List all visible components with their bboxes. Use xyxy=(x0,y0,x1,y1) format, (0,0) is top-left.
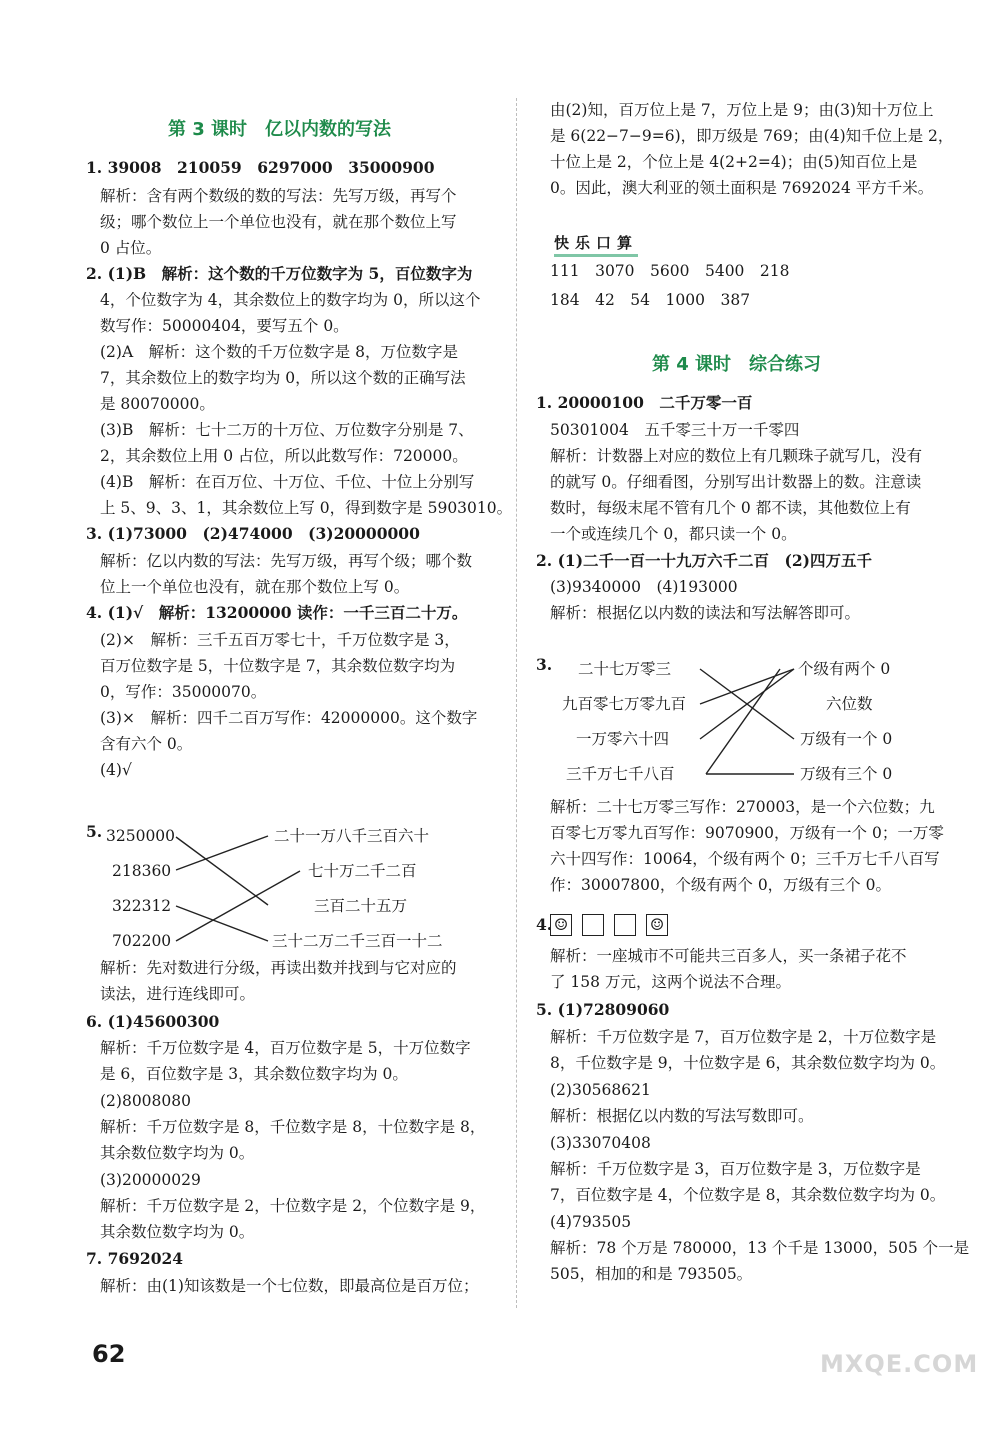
right-text-line: 解析：千万位数字是 7，百万位数字是 2，十万位数字是 xyxy=(550,1028,937,1046)
q3-right-item-2: 六位数 xyxy=(826,695,873,713)
right-text-line: (4)793505 xyxy=(550,1213,632,1231)
q5-left-item-1: 3250000 xyxy=(106,827,176,845)
watermark: MXQE.COM xyxy=(820,1350,979,1378)
left-text-line: 0 占位。 xyxy=(100,239,162,257)
column-divider xyxy=(516,98,517,1308)
left-text-line: 解析：由(1)知该数是一个七位数，即最高位是百万位； xyxy=(100,1277,479,1295)
q3-right-item-4: 万级有三个 0 xyxy=(800,765,893,783)
left-text-line: 6. (1)45600300 xyxy=(86,1012,220,1031)
q5-right-item-1: 二十一万八千三百六十 xyxy=(274,827,430,845)
right-text-line: (3)33070408 xyxy=(550,1134,651,1152)
q4-box-3 xyxy=(614,914,636,936)
q4-box-2 xyxy=(582,914,604,936)
right-text-line: 作：30007800，个级有两个 0，万级有三个 0。 xyxy=(550,876,891,894)
left-text-line: 1. 39008 210059 6297000 35000900 xyxy=(86,158,435,177)
right-text-line: 解析：二十七万零三写作：270003，是一个六位数；九 xyxy=(550,798,935,816)
q5-label: 5. xyxy=(86,822,103,841)
left-text-line: 2. (1)B 解析：这个数的千万位数字为 5，百位数字为 xyxy=(86,264,473,283)
right-text-line: (3)9340000 (4)193000 xyxy=(550,578,738,596)
left-text-line: 2，其余数位上用 0 占位，所以此数写作：720000。 xyxy=(100,447,468,465)
left-text-line: 是 6，百位数字是 3，其余数位数字均为 0。 xyxy=(100,1065,408,1083)
left-text-line: 解析：先对数进行分级，再读出数并找到与它对应的 xyxy=(100,959,457,977)
right-text-line: 505，相加的和是 793505。 xyxy=(550,1265,753,1283)
q4-box-4-smiley-icon: ☺ xyxy=(646,914,668,936)
left-text-line: 其余数位数字均为 0。 xyxy=(100,1223,255,1241)
right-text-line: 111 3070 5600 5400 218 xyxy=(550,262,790,280)
left-text-line: 解析：千万位数字是 4，百万位数字是 5，十万位数字 xyxy=(100,1039,471,1057)
right-text-line: 7，百位数字是 4，个位数字是 8，其余数位数字均为 0。 xyxy=(550,1186,946,1204)
left-text-line: (2)8008080 xyxy=(100,1092,191,1110)
left-text-line: 读法，进行连线即可。 xyxy=(100,985,256,1003)
left-text-line: (4)√ xyxy=(100,761,132,779)
q5-left-item-2: 218360 xyxy=(112,862,172,880)
q4-label: 4. xyxy=(536,915,553,934)
right-text-line: 解析：一座城市不可能共三百多人，买一条裙子花不 xyxy=(550,947,907,965)
right-text-line: 六十四写作：10064，个级有两个 0；三千万七千八百写 xyxy=(550,850,940,868)
left-text-line: 其余数位数字均为 0。 xyxy=(100,1144,255,1162)
left-text-line: 是 80070000。 xyxy=(100,395,215,413)
left-text-line: 7. 7692024 xyxy=(86,1249,184,1268)
left-text-line: 解析：千万位数字是 8，千位数字是 8，十位数字是 8， xyxy=(100,1118,486,1136)
right-text-line: 解析：根据亿以内数的写法写数即可。 xyxy=(550,1107,814,1125)
right-text-line: 是 6(22−7−9=6)，即万级是 769；由(4)知千位上是 2， xyxy=(550,127,954,145)
q5-right-item-4: 三十二万二千三百一十二 xyxy=(272,932,443,950)
right-text-line: 十位上是 2，个位上是 4(2+2=4)；由(5)知百位上是 xyxy=(550,153,918,171)
right-text-line: 解析：78 个万是 780000，13 个千是 13000，505 个一是 xyxy=(550,1239,970,1257)
left-text-line: 3. (1)73000 (2)474000 (3)20000000 xyxy=(86,524,420,543)
q3-left-item-3: 一万零六十四 xyxy=(576,730,670,748)
left-text-line: 百万位数字是 5，十位数字是 7，其余数位数字均为 xyxy=(100,657,456,675)
right-text-line: 5. (1)72809060 xyxy=(536,1000,670,1019)
q3-right-item-3: 万级有一个 0 xyxy=(800,730,893,748)
right-text-line: (2)30568621 xyxy=(550,1081,651,1099)
left-text-line: 7，其余数位上的数字均为 0，所以这个数的正确写法 xyxy=(100,369,466,387)
q4-answer-boxes xyxy=(550,914,668,936)
right-text-line: 50301004 五千零三十万一千零四 xyxy=(550,421,800,439)
right-text-line: 解析：千万位数字是 3，百万位数字是 3，万位数字是 xyxy=(550,1160,921,1178)
q5-left-item-3: 322312 xyxy=(112,897,172,915)
q5-right-item-2: 七十万二千二百 xyxy=(308,862,417,880)
right-text-line: 解析：计数器上对应的数位上有几颗珠子就写几，没有 xyxy=(550,447,923,465)
left-text-line: 上 5、9、3、1，其余数位上写 0，得到数字是 5903010。 xyxy=(100,499,513,517)
right-text-line: 由(2)知，百万位上是 7，万位上是 9；由(3)知十万位上 xyxy=(550,101,934,119)
q3-label: 3. xyxy=(536,655,553,674)
right-text-line: 2. (1)二千一百一十九万六千二百 (2)四万五千 xyxy=(536,551,872,570)
left-text-line: 0，写作：35000070。 xyxy=(100,683,267,701)
left-text-line: 级；哪个数位上一个单位也没有，就在那个数位上写 xyxy=(100,213,457,231)
kuaile-kousuan-label: 快乐口算 xyxy=(554,232,638,257)
right-text-line: 了 158 万元，这两个说法不合理。 xyxy=(550,973,791,991)
right-text-line: 184 42 54 1000 387 xyxy=(550,291,751,309)
left-text-line: (3)B 解析：七十二万的十万位、万位数字分别是 7、 xyxy=(100,421,474,439)
q3-right-item-1: 个级有两个 0 xyxy=(798,660,891,678)
right-text-line: 1. 20000100 二千万零一百 xyxy=(536,393,753,412)
left-text-line: (3)× 解析：四千二百万写作：42000000。这个数字 xyxy=(100,709,478,727)
right-text-line: 的就写 0。仔细看图，分别写出计数器上的数。注意读 xyxy=(550,473,922,491)
left-text-line: 数写作：50000404，要写五个 0。 xyxy=(100,317,349,335)
page-number: 62 xyxy=(92,1340,126,1368)
right-text-line: 一个或连续几个 0，都只读一个 0。 xyxy=(550,525,797,543)
left-text-line: 4，个位数字为 4，其余数位上的数字均为 0，所以这个 xyxy=(100,291,481,309)
left-text-line: 4. (1)√ 解析：13200000 读作：一千三百二十万。 xyxy=(86,603,468,622)
left-text-line: (2)× 解析：三千五百万零七十，千万位数字是 3， xyxy=(100,631,460,649)
left-text-line: (3)20000029 xyxy=(100,1171,201,1189)
q5-right-item-3: 三百二十五万 xyxy=(314,897,408,915)
left-text-line: 解析：亿以内数的写法：先写万级，再写个级；哪个数 xyxy=(100,552,473,570)
q5-left-item-4: 702200 xyxy=(112,932,172,950)
left-text-line: (4)B 解析：在百万位、十万位、千位、十位上分别写 xyxy=(100,473,475,491)
right-text-line: 解析：根据亿以内数的读法和写法解答即可。 xyxy=(550,604,861,622)
left-text-line: 解析：含有两个数级的数的写法：先写万级，再写个 xyxy=(100,187,457,205)
q3-left-item-2: 九百零七万零九百 xyxy=(562,695,687,713)
q3-left-item-1: 二十七万零三 xyxy=(578,660,672,678)
lesson4-heading: 第 4 课时 综合练习 xyxy=(652,354,822,375)
q4-box-1-smiley-icon: ☺ xyxy=(550,914,572,936)
lesson3-heading: 第 3 课时 亿以内数的写法 xyxy=(168,119,392,140)
left-text-line: 含有六个 0。 xyxy=(100,735,193,753)
right-text-line: 0。因此，澳大利亚的领土面积是 7692024 平方千米。 xyxy=(550,179,934,197)
left-text-line: 位上一个单位也没有，就在那个数位上写 0。 xyxy=(100,578,410,596)
right-text-line: 百零七万零九百写作：9070900，万级有一个 0；一万零 xyxy=(550,824,944,842)
right-text-line: 8，千位数字是 9，十位数字是 6，其余数位数字均为 0。 xyxy=(550,1054,946,1072)
left-text-line: (2)A 解析：这个数的千万位数字是 8，万位数字是 xyxy=(100,343,458,361)
q3-left-item-4: 三千万七千八百 xyxy=(566,765,675,783)
left-text-line: 解析：千万位数字是 2，十位数字是 2，个位数字是 9， xyxy=(100,1197,486,1215)
right-text-line: 数时，每级末尾不管有几个 0 都不读，其他数位上有 xyxy=(550,499,911,517)
